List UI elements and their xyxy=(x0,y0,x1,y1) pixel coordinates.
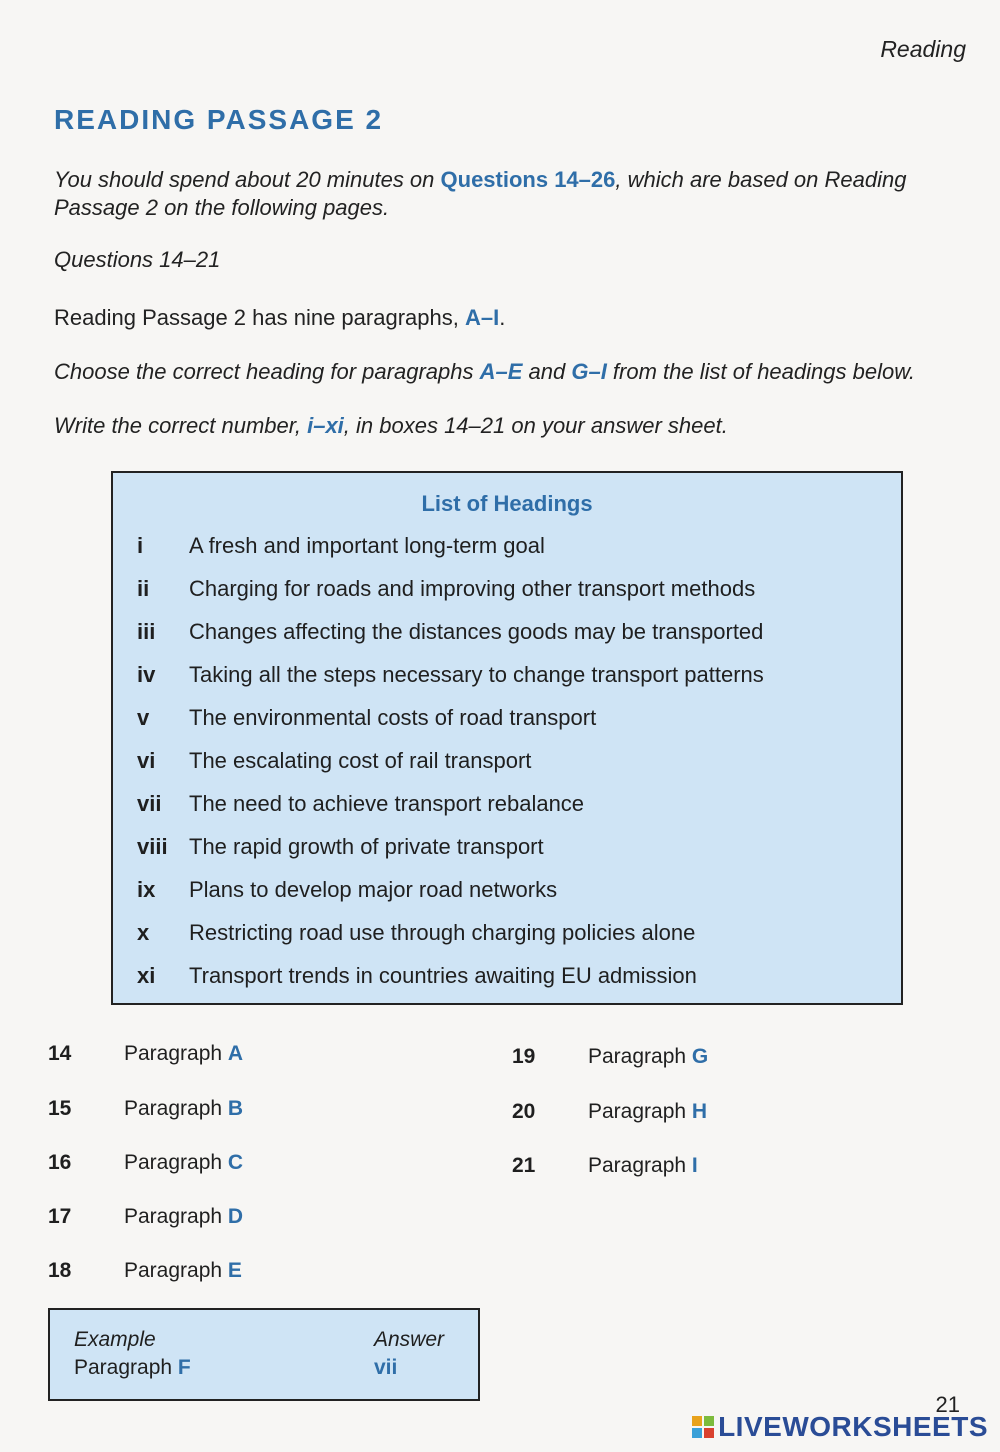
heading-text: Plans to develop major road networks xyxy=(189,877,558,902)
heading-text: The environmental costs of road transport xyxy=(189,705,597,730)
heading-item xyxy=(137,918,695,948)
question-number: 14 xyxy=(48,1042,72,1065)
instruction-text: Choose the correct heading for paragraphs xyxy=(54,359,480,384)
example-box xyxy=(48,1308,480,1401)
heading-item xyxy=(137,875,557,905)
list-of-headings-box xyxy=(111,471,903,1005)
intro-text-line2: Passage 2 on the following pages. xyxy=(54,195,390,220)
paragraph-word: Paragraph xyxy=(588,1100,687,1123)
heading-text: The rapid growth of private transport xyxy=(189,834,544,859)
heading-item xyxy=(137,660,764,690)
paragraph-letter: H xyxy=(691,1100,708,1123)
passage-title: READING PASSAGE 2 xyxy=(54,104,384,135)
heading-item xyxy=(137,574,755,604)
paragraph-word: Paragraph xyxy=(124,1259,223,1282)
question-number: 21 xyxy=(512,1154,536,1177)
intro-paragraph xyxy=(54,166,974,222)
example-paragraph xyxy=(74,1356,191,1380)
page-number: 21 xyxy=(935,1392,960,1417)
paragraph-letter: E xyxy=(227,1259,242,1282)
question-number: 15 xyxy=(48,1097,72,1120)
heading-text: Restricting road use through charging policies alone xyxy=(189,920,696,945)
paragraph-letter: D xyxy=(227,1205,244,1228)
question-number: 18 xyxy=(48,1259,72,1282)
question-17[interactable] xyxy=(48,1203,243,1231)
paragraph-letter: C xyxy=(227,1151,244,1174)
heading-number: ii xyxy=(137,576,150,601)
liveworksheets-logo xyxy=(692,1412,988,1442)
paragraph-word: Paragraph xyxy=(588,1154,687,1177)
paragraph-word: Paragraph xyxy=(124,1151,223,1174)
intro-questions-range: Questions 14–26 xyxy=(440,167,616,192)
heading-number: viii xyxy=(137,834,168,859)
logo-wordmark: LIVEWORKSHEETS xyxy=(718,1411,988,1442)
intro-text: You should spend about 20 minutes on xyxy=(54,167,441,192)
list-of-headings-title: List of Headings xyxy=(421,491,593,516)
question-number: 17 xyxy=(48,1205,72,1228)
heading-number: iv xyxy=(137,662,156,687)
heading-text: Taking all the steps necessary to change transport patterns xyxy=(189,662,764,687)
heading-number: ix xyxy=(137,877,156,902)
heading-text: The need to achieve transport rebalance xyxy=(189,791,585,816)
questions-range-heading: Questions 14–21 xyxy=(54,247,221,272)
question-number: 19 xyxy=(512,1045,536,1068)
paragraph-range-1: A–E xyxy=(479,359,523,384)
paragraph-letter: B xyxy=(227,1097,244,1120)
paragraph-word: Paragraph xyxy=(588,1045,687,1068)
heading-text: Charging for roads and improving other transport methods xyxy=(189,576,756,601)
heading-item xyxy=(137,531,545,561)
question-18[interactable] xyxy=(48,1257,242,1285)
heading-number: i xyxy=(137,533,144,558)
logo-mark-icon xyxy=(692,1416,714,1438)
heading-item xyxy=(137,617,763,647)
question-14[interactable] xyxy=(48,1040,243,1068)
heading-item xyxy=(137,961,697,991)
question-16[interactable] xyxy=(48,1149,243,1177)
question-number: 16 xyxy=(48,1151,72,1174)
paragraph-word: Paragraph xyxy=(74,1356,173,1379)
paragraph-range-2: G–I xyxy=(571,359,607,384)
heading-item xyxy=(137,832,544,862)
heading-number: iii xyxy=(137,619,156,644)
paragraph-letter: G xyxy=(691,1045,709,1068)
paragraph-word: Paragraph xyxy=(124,1042,223,1065)
heading-text: Changes affecting the distances goods may be transported xyxy=(189,619,764,644)
answer-value: vii xyxy=(374,1356,398,1379)
number-range: i–xi xyxy=(307,413,344,438)
running-head: Reading xyxy=(880,36,966,62)
question-21[interactable] xyxy=(512,1152,698,1180)
heading-item xyxy=(137,703,596,733)
heading-item xyxy=(137,746,531,776)
paragraph-range: A–I xyxy=(464,305,500,330)
instruction-text-end: , in boxes 14–21 on your answer sheet. xyxy=(343,413,728,438)
instruction-paragraph-count xyxy=(54,304,505,332)
heading-number: x xyxy=(137,920,150,945)
heading-number: xi xyxy=(137,963,156,988)
question-15[interactable] xyxy=(48,1095,243,1123)
heading-number: vi xyxy=(137,748,156,773)
heading-number: v xyxy=(137,705,150,730)
instruction-text-end: from the list of headings below. xyxy=(606,359,915,384)
heading-number: vii xyxy=(137,791,162,816)
instruction-write-number xyxy=(54,412,728,440)
paragraph-word: Paragraph xyxy=(124,1097,223,1120)
paragraph-letter: I xyxy=(691,1154,698,1177)
paragraph-letter: A xyxy=(227,1042,244,1065)
question-number: 20 xyxy=(512,1100,536,1123)
intro-text-cont: , which are based on Reading xyxy=(615,167,907,192)
question-20[interactable] xyxy=(512,1098,707,1126)
instruction-text-mid: and xyxy=(522,359,572,384)
heading-text: Transport trends in countries awaiting EU admission xyxy=(189,963,697,988)
answer-label: Answer xyxy=(374,1328,445,1351)
instruction-choose-heading xyxy=(54,358,915,386)
paragraph-word: Paragraph xyxy=(124,1205,223,1228)
instruction-text: Reading Passage 2 has nine paragraphs, xyxy=(54,305,465,330)
instruction-text: Write the correct number, xyxy=(54,413,308,438)
heading-item xyxy=(137,789,584,819)
example-label: Example xyxy=(74,1328,156,1351)
instruction-text-end: . xyxy=(499,305,506,330)
paragraph-letter: F xyxy=(177,1356,191,1379)
heading-text: The escalating cost of rail transport xyxy=(189,748,532,773)
heading-text: A fresh and important long-term goal xyxy=(189,533,545,558)
question-19[interactable] xyxy=(512,1043,708,1071)
